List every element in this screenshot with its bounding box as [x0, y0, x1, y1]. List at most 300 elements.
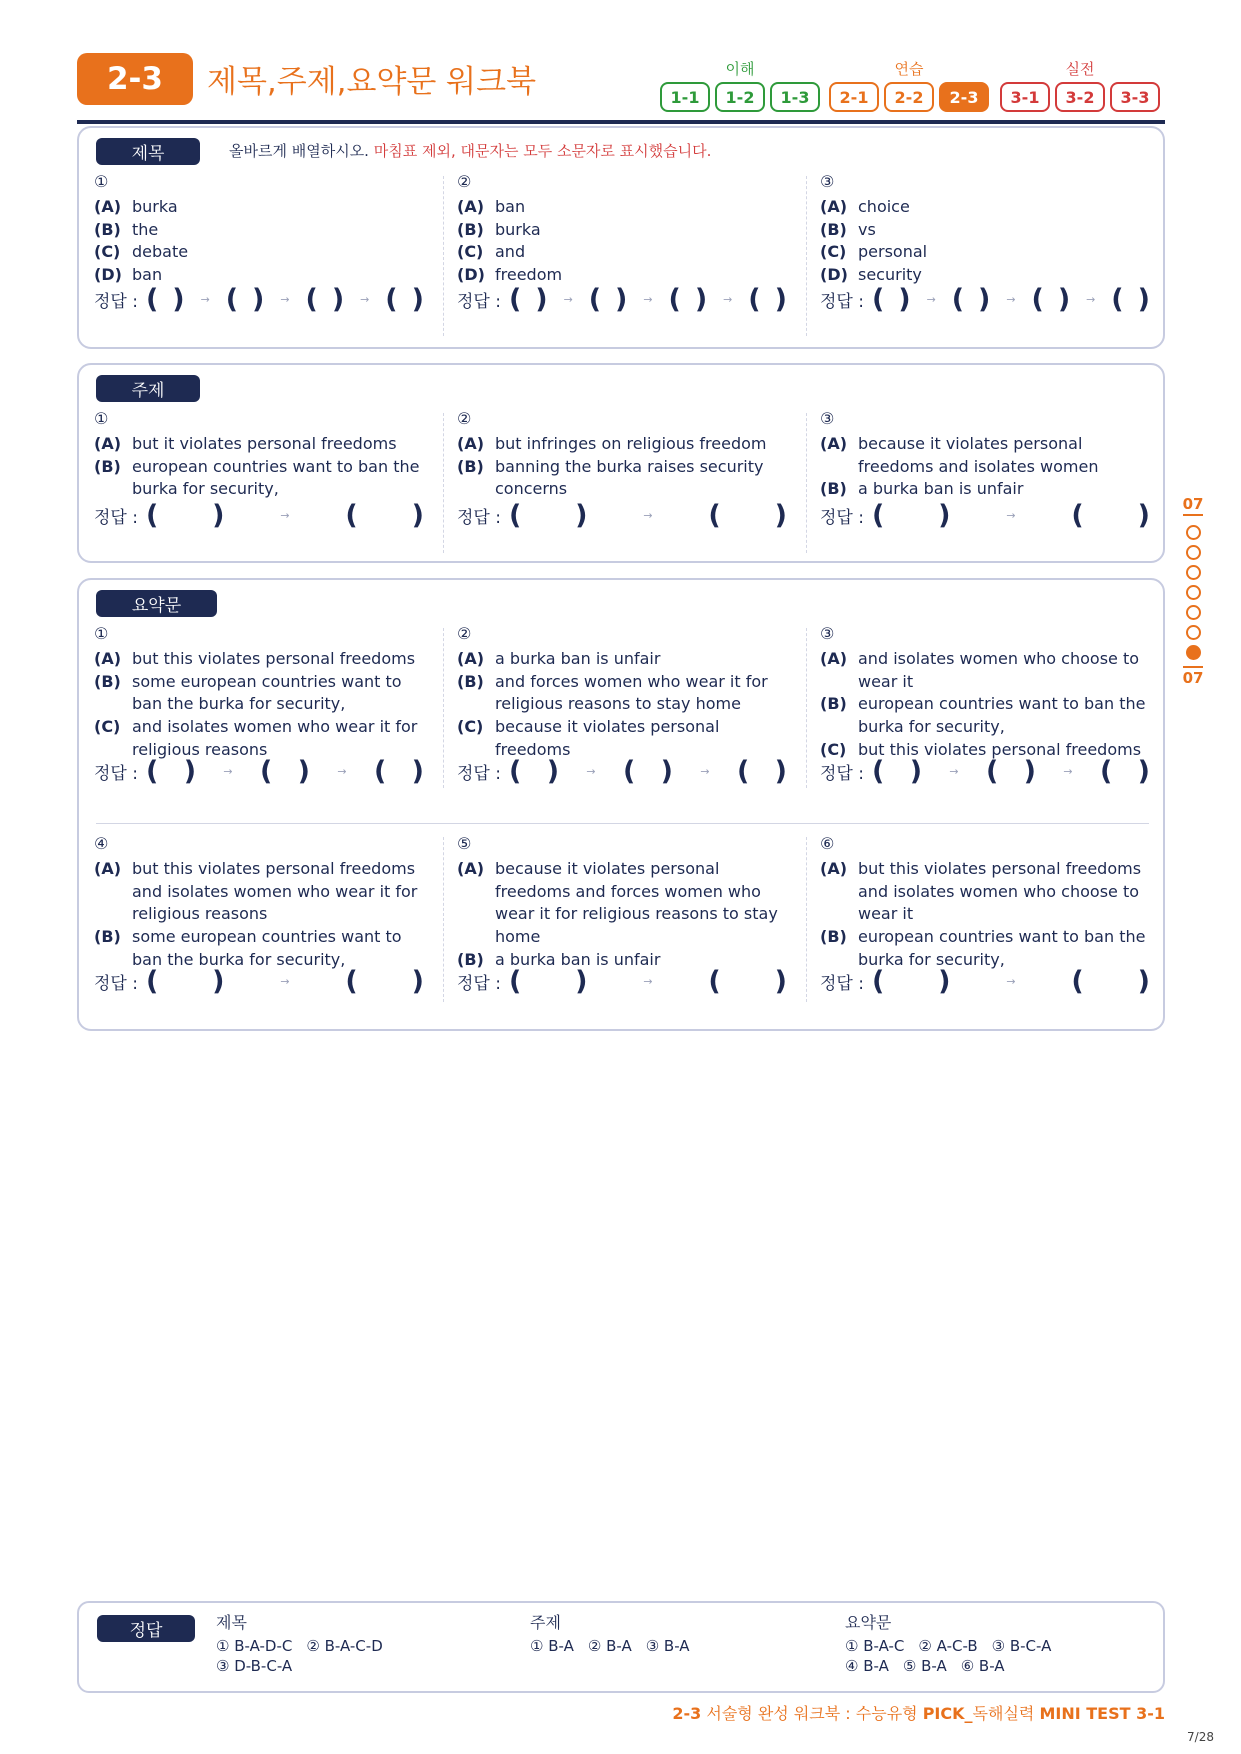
choice-text: and: [495, 242, 526, 262]
choice-text: personal: [858, 242, 928, 262]
nav-dot[interactable]: [1186, 605, 1201, 620]
answer-blank-open[interactable]: (: [305, 284, 318, 315]
arrow-icon: →: [1006, 293, 1016, 306]
choice-item: [820, 693, 1150, 738]
question-number: ①: [94, 624, 109, 643]
column-divider: [806, 628, 807, 788]
page-number: 7/28: [1187, 1730, 1214, 1744]
answer-blank-open[interactable]: (: [508, 284, 522, 315]
column-divider: [806, 413, 807, 553]
choice-letter: (D): [820, 265, 848, 285]
answer-blank-open[interactable]: (: [871, 284, 885, 315]
answer-blank-close[interactable]: ): [1057, 284, 1071, 315]
choice-letter: (D): [94, 265, 122, 285]
answer-slots: [872, 758, 1150, 785]
summary-question-6: [820, 834, 1150, 972]
answer-blank-close[interactable]: ): [212, 966, 225, 997]
step-1-2[interactable]: 1-2: [715, 82, 765, 112]
answer-blank-close[interactable]: ): [575, 966, 588, 997]
nav-dot[interactable]: [1186, 585, 1201, 600]
footer-end: MINI TEST 3-1: [1039, 1704, 1165, 1723]
choice-text: burka: [132, 197, 178, 216]
choice-letter: (A): [457, 859, 485, 878]
row-divider: [96, 823, 1149, 824]
section-label-topic: 주제: [96, 375, 200, 402]
arrow-icon: →: [949, 765, 959, 778]
answer-item: ① B-A-D-C: [216, 1637, 293, 1655]
answer-blank-close[interactable]: ): [1137, 756, 1150, 787]
answer-label: 정답 :: [457, 764, 501, 784]
answer-row: [457, 502, 787, 529]
answer-key-line: [845, 1656, 1065, 1676]
column-divider: [806, 176, 807, 336]
column-divider: [443, 628, 444, 788]
arrow-icon: →: [280, 975, 290, 988]
answer-blank-open[interactable]: (: [1111, 284, 1124, 315]
answer-blank-close[interactable]: ): [1023, 756, 1037, 787]
question-number: ④: [94, 834, 109, 853]
answer-item: ② B-A-C-D: [306, 1637, 383, 1655]
choice-text: european countries want to ban the burka for security,: [132, 456, 420, 499]
choice-text: because it violates personal freedoms and forces women who wear it for religious reasons to stay home: [495, 859, 778, 947]
answer-key-head: 주제: [530, 1613, 561, 1632]
choice-letter: (D): [457, 265, 485, 285]
choice-item: [457, 858, 787, 949]
choice-item: [94, 716, 424, 761]
choice-text: but this violates personal freedoms and isolates women who choose to wear it: [858, 859, 1142, 924]
choice-list: [820, 648, 1150, 762]
footer-suffix: 독해실력: [972, 1704, 1040, 1723]
choice-text: banning the burka raises security concerns: [495, 456, 764, 499]
answer-item: ⑥ B-A: [960, 1657, 1005, 1675]
answer-label: 정답 :: [820, 292, 864, 312]
column-divider: [443, 413, 444, 553]
choice-item: [457, 433, 787, 456]
footer-middle: 서술형 완성 워크북 : 수능유형: [701, 1704, 923, 1723]
answer-slots: [146, 286, 424, 313]
step-group-practice: [829, 60, 989, 112]
choice-letter: (B): [457, 671, 484, 691]
answer-blank-close[interactable]: ): [535, 284, 548, 315]
step-1-3[interactable]: 1-3: [770, 82, 820, 112]
arrow-icon: →: [337, 765, 347, 778]
choice-list: [94, 648, 424, 762]
topic-question-2: [457, 409, 787, 501]
step-3-1[interactable]: 3-1: [1000, 82, 1050, 112]
answer-blank-close[interactable]: ): [411, 756, 424, 787]
answer-blank-close[interactable]: ): [212, 500, 225, 531]
answer-blank-close[interactable]: ): [1137, 500, 1150, 531]
unit-badge: 2-3: [77, 53, 193, 105]
choice-item: [94, 456, 424, 501]
answer-item: ② B-A: [587, 1637, 632, 1655]
answer-label: 정답 :: [457, 508, 501, 528]
answer-row: [457, 968, 787, 995]
answer-label: 정답 :: [94, 292, 138, 312]
footer-unit: 2-3: [672, 1704, 702, 1723]
column-divider: [806, 837, 807, 1002]
choice-letter: (A): [94, 434, 122, 453]
choice-list: [94, 858, 424, 972]
answer-blank-open[interactable]: (: [871, 966, 885, 997]
section-label-title: 제목: [96, 138, 200, 165]
question-number: ③: [820, 409, 835, 428]
nav-dot[interactable]: [1186, 545, 1201, 560]
answer-blank-open[interactable]: (: [508, 966, 522, 997]
choice-text: debate: [132, 242, 189, 262]
answer-blank-close[interactable]: ): [774, 500, 787, 531]
answer-blank-open[interactable]: (: [373, 756, 387, 787]
answer-blank-open[interactable]: (: [345, 966, 358, 997]
choice-list: [820, 196, 1150, 287]
choice-item: [94, 241, 424, 264]
answer-blank-close[interactable]: ): [694, 284, 708, 315]
answer-key-head: 제목: [216, 1613, 247, 1632]
answer-blank-close[interactable]: ): [411, 284, 424, 315]
answer-label: 정답 :: [94, 764, 138, 784]
answer-slots: [872, 502, 1150, 529]
group-label: 연습: [894, 60, 924, 78]
answer-blank-open[interactable]: (: [871, 500, 885, 531]
step-2-1[interactable]: 2-1: [829, 82, 879, 112]
answer-blank-close[interactable]: ): [411, 966, 424, 997]
summary-panel: [77, 578, 1165, 1031]
answer-item: ③ D-B-C-A: [216, 1657, 293, 1675]
step-group-actual: [1000, 60, 1160, 112]
choice-letter: (A): [820, 859, 848, 878]
section-label-summary: 요약문: [96, 590, 217, 617]
title-question-1: [94, 172, 424, 287]
answer-blank-open[interactable]: (: [951, 284, 965, 315]
answer-row: [820, 502, 1150, 529]
topic-question-1: [94, 409, 424, 501]
choice-text: and isolates women who wear it for religious reasons: [132, 717, 418, 759]
answer-blank-open[interactable]: (: [508, 756, 522, 787]
choice-letter: (C): [820, 739, 847, 759]
answer-slots: [509, 502, 787, 529]
answer-key-line: [845, 1636, 1065, 1656]
answer-blank-open[interactable]: (: [985, 756, 999, 787]
nav-dot-active[interactable]: [1186, 645, 1201, 660]
answer-blank-close[interactable]: ): [252, 284, 265, 315]
choice-item: [457, 671, 787, 716]
choice-letter: (A): [820, 434, 848, 453]
answer-label: 정답 :: [820, 974, 864, 994]
step-2-2[interactable]: 2-2: [884, 82, 934, 112]
footer-bold: PICK_: [922, 1704, 973, 1723]
choice-letter: (B): [457, 219, 484, 239]
answer-slots: [509, 286, 787, 313]
answer-blank-open[interactable]: (: [748, 284, 761, 315]
instruction-main: 올바르게 배열하시오.: [229, 142, 369, 160]
arrow-icon: →: [1006, 509, 1016, 522]
answer-blank-close[interactable]: ): [1137, 284, 1150, 315]
choice-letter: (B): [820, 219, 847, 239]
choice-letter: (B): [457, 949, 484, 969]
answer-blank-close[interactable]: ): [615, 284, 628, 315]
choice-item: [820, 478, 1150, 501]
answer-blank-open[interactable]: (: [708, 966, 721, 997]
choice-text: because it violates personal freedoms and isolates women: [858, 434, 1099, 476]
answer-blank-open[interactable]: (: [145, 284, 159, 315]
choice-item: [820, 196, 1150, 219]
choice-text: some european countries want to ban the burka for security,: [132, 671, 402, 714]
answer-blank-open[interactable]: (: [508, 500, 522, 531]
answer-slots: [146, 502, 424, 529]
choice-list: [457, 196, 787, 287]
choice-list: [94, 433, 424, 501]
answer-blank-open[interactable]: (: [736, 756, 750, 787]
answer-blank-open[interactable]: (: [1071, 500, 1084, 531]
answer-key-head: 요약문: [845, 1613, 892, 1632]
choice-text: a burka ban is unfair: [495, 649, 661, 668]
choice-letter: (B): [94, 927, 121, 947]
choice-item: [820, 858, 1150, 926]
side-page-top: 07: [1183, 495, 1204, 516]
arrow-icon: →: [700, 765, 710, 778]
answer-item: ① B-A: [530, 1637, 574, 1655]
answer-blank-open[interactable]: (: [708, 500, 721, 531]
answer-blank-close[interactable]: ): [1137, 966, 1150, 997]
choice-letter: (B): [820, 927, 847, 947]
answer-blank-close[interactable]: ): [774, 284, 787, 315]
answer-key-topic: [530, 1613, 704, 1656]
answer-blank-close[interactable]: ): [172, 284, 185, 315]
answer-blank-close[interactable]: ): [774, 756, 787, 787]
question-number: ①: [94, 172, 109, 191]
arrow-icon: →: [723, 293, 733, 306]
answer-slots: [146, 758, 424, 785]
title-panel: [77, 126, 1165, 349]
answer-blank-close[interactable]: ): [909, 756, 923, 787]
choice-letter: (C): [457, 242, 484, 262]
instruction: [229, 140, 711, 161]
choice-item: [94, 196, 424, 219]
answer-blank-open[interactable]: (: [145, 500, 159, 531]
step-3-3[interactable]: 3-3: [1110, 82, 1160, 112]
question-number: ⑥: [820, 834, 835, 853]
answer-key-label: 정답: [97, 1615, 195, 1642]
answer-slots: [146, 968, 424, 995]
question-number: ②: [457, 624, 472, 643]
answer-item: ① B-A-C: [845, 1637, 905, 1655]
answer-blank-close[interactable]: ): [297, 756, 311, 787]
answer-blank-open[interactable]: (: [668, 284, 681, 315]
question-number: ②: [457, 172, 472, 191]
answer-label: 정답 :: [94, 508, 138, 528]
answer-key-box: [77, 1601, 1165, 1693]
choice-text: and isolates women who choose to wear it: [858, 649, 1140, 691]
step-1-1[interactable]: 1-1: [660, 82, 710, 112]
summary-question-5: [457, 834, 787, 972]
answer-slots: [509, 758, 787, 785]
answer-blank-close[interactable]: ): [938, 966, 951, 997]
step-3-2[interactable]: 3-2: [1055, 82, 1105, 112]
arrow-icon: →: [223, 765, 233, 778]
choice-letter: (A): [820, 649, 848, 668]
side-page-bottom: 07: [1183, 666, 1204, 687]
answer-blank-open[interactable]: (: [145, 966, 159, 997]
answer-blank-open[interactable]: (: [588, 284, 602, 315]
answer-blank-close[interactable]: ): [660, 756, 674, 787]
choice-text: the: [132, 219, 159, 239]
answer-blank-close[interactable]: ): [183, 756, 197, 787]
answer-blank-open[interactable]: (: [225, 284, 239, 315]
choice-letter: (A): [457, 649, 485, 668]
arrow-icon: →: [926, 293, 936, 306]
answer-label: 정답 :: [94, 974, 138, 994]
choice-text: security: [858, 265, 922, 285]
choice-text: european countries want to ban the burka for security,: [858, 927, 1146, 969]
answer-blank-open[interactable]: (: [385, 284, 398, 315]
choice-letter: (A): [94, 859, 122, 878]
choice-item: [457, 196, 787, 219]
choice-text: some european countries want to ban the burka for security,: [132, 927, 402, 969]
choice-list: [457, 648, 787, 762]
choice-text: but it violates personal freedoms: [132, 434, 397, 453]
arrow-icon: →: [1086, 293, 1096, 306]
choice-text: vs: [858, 219, 876, 239]
choice-item: [457, 219, 787, 242]
choice-item: [820, 926, 1150, 971]
choice-letter: (C): [820, 242, 847, 262]
choice-letter: (A): [820, 197, 848, 216]
answer-slots: [872, 286, 1150, 313]
choice-item: [94, 219, 424, 242]
answer-blank-close[interactable]: ): [978, 284, 991, 315]
choice-text: but this violates personal freedoms and isolates women who wear it for religious reasons: [132, 859, 418, 924]
footer-caption: [672, 1701, 1165, 1724]
choice-item: [94, 433, 424, 456]
answer-blank-open[interactable]: (: [345, 500, 358, 531]
answer-label: 정답 :: [457, 292, 501, 312]
answer-blank-close[interactable]: ): [546, 756, 560, 787]
arrow-icon: →: [360, 293, 370, 306]
choice-item: [94, 648, 424, 671]
answer-key-summary: [845, 1613, 1065, 1676]
answer-blank-open[interactable]: (: [1071, 966, 1084, 997]
answer-blank-open[interactable]: (: [622, 756, 636, 787]
answer-blank-close[interactable]: ): [411, 500, 424, 531]
choice-item: [457, 648, 787, 671]
choice-text: but this violates personal freedoms: [132, 649, 416, 668]
choice-letter: (B): [820, 694, 847, 714]
arrow-icon: →: [1063, 765, 1073, 778]
answer-blank-open[interactable]: (: [871, 756, 885, 787]
choice-text: because it violates personal freedoms: [495, 717, 720, 759]
choice-text: but this violates personal freedoms: [858, 739, 1142, 759]
choice-text: choice: [858, 197, 910, 216]
arrow-icon: →: [280, 293, 290, 306]
choice-letter: (B): [820, 479, 847, 499]
choice-letter: (B): [94, 671, 121, 691]
answer-blank-open[interactable]: (: [1031, 284, 1044, 315]
answer-blank-close[interactable]: ): [331, 284, 345, 315]
answer-item: ⑤ B-A: [902, 1657, 947, 1675]
choice-letter: (A): [94, 197, 122, 216]
answer-row: [457, 286, 787, 313]
choice-text: european countries want to ban the burka for security,: [858, 694, 1146, 737]
choice-list: [820, 858, 1150, 972]
choice-letter: (A): [457, 197, 485, 216]
arrow-icon: →: [1006, 975, 1016, 988]
answer-row: [94, 502, 424, 529]
answer-item: ② A-C-B: [918, 1637, 978, 1655]
question-number: ②: [457, 409, 472, 428]
summary-question-2: [457, 624, 787, 762]
summary-question-1: [94, 624, 424, 762]
group-label: 실전: [1065, 60, 1095, 78]
choice-text: but infringes on religious freedom: [495, 434, 767, 453]
answer-blank-open[interactable]: (: [145, 756, 159, 787]
arrow-icon: →: [643, 509, 653, 522]
answer-label: 정답 :: [820, 508, 864, 528]
group-label: 이해: [725, 60, 755, 78]
choice-item: [94, 926, 424, 971]
choice-item: [820, 648, 1150, 693]
topic-question-3: [820, 409, 1150, 501]
question-number: ③: [820, 624, 835, 643]
topic-panel: [77, 363, 1165, 563]
arrow-icon: →: [280, 509, 290, 522]
choice-text: ban: [495, 197, 526, 216]
choice-letter: (B): [94, 219, 121, 239]
column-divider: [443, 837, 444, 1002]
arrow-icon: →: [643, 975, 653, 988]
choice-letter: (B): [457, 456, 484, 476]
choice-item: [820, 241, 1150, 264]
arrow-icon: →: [563, 293, 573, 306]
answer-blank-close[interactable]: ): [938, 500, 951, 531]
summary-question-4: [94, 834, 424, 972]
step-2-3-active[interactable]: 2-3: [939, 82, 989, 112]
answer-blank-close[interactable]: ): [898, 284, 911, 315]
header-rule: [77, 120, 1165, 124]
column-divider: [443, 176, 444, 336]
answer-item: ③ B-C-A: [991, 1637, 1052, 1655]
answer-row: [820, 286, 1150, 313]
nav-dot[interactable]: [1186, 565, 1201, 580]
choice-text: burka: [495, 219, 541, 239]
answer-blank-close[interactable]: ): [774, 966, 787, 997]
answer-blank-open[interactable]: (: [1099, 756, 1113, 787]
choice-letter: (C): [94, 717, 121, 737]
answer-item: ④ B-A: [845, 1657, 889, 1675]
choice-letter: (C): [94, 242, 121, 262]
choice-letter: (B): [94, 456, 121, 476]
choice-item: [94, 858, 424, 926]
step-group-understand: [660, 60, 820, 112]
choice-item: [820, 433, 1150, 478]
title-question-3: [820, 172, 1150, 287]
choice-letter: (A): [94, 649, 122, 668]
answer-row: [820, 758, 1150, 785]
question-number: ①: [94, 409, 109, 428]
choice-item: [457, 456, 787, 501]
summary-question-3: [820, 624, 1150, 762]
nav-dot[interactable]: [1186, 625, 1201, 640]
page-title: 제목,주제,요약문 워크북: [207, 64, 537, 100]
answer-blank-open[interactable]: (: [259, 756, 273, 787]
answer-label: 정답 :: [457, 974, 501, 994]
choice-letter: (A): [457, 434, 485, 453]
answer-blank-close[interactable]: ): [575, 500, 588, 531]
choice-list: [820, 433, 1150, 501]
question-number: ⑤: [457, 834, 472, 853]
nav-dot[interactable]: [1186, 525, 1201, 540]
choice-item: [457, 716, 787, 761]
answer-slots: [509, 968, 787, 995]
